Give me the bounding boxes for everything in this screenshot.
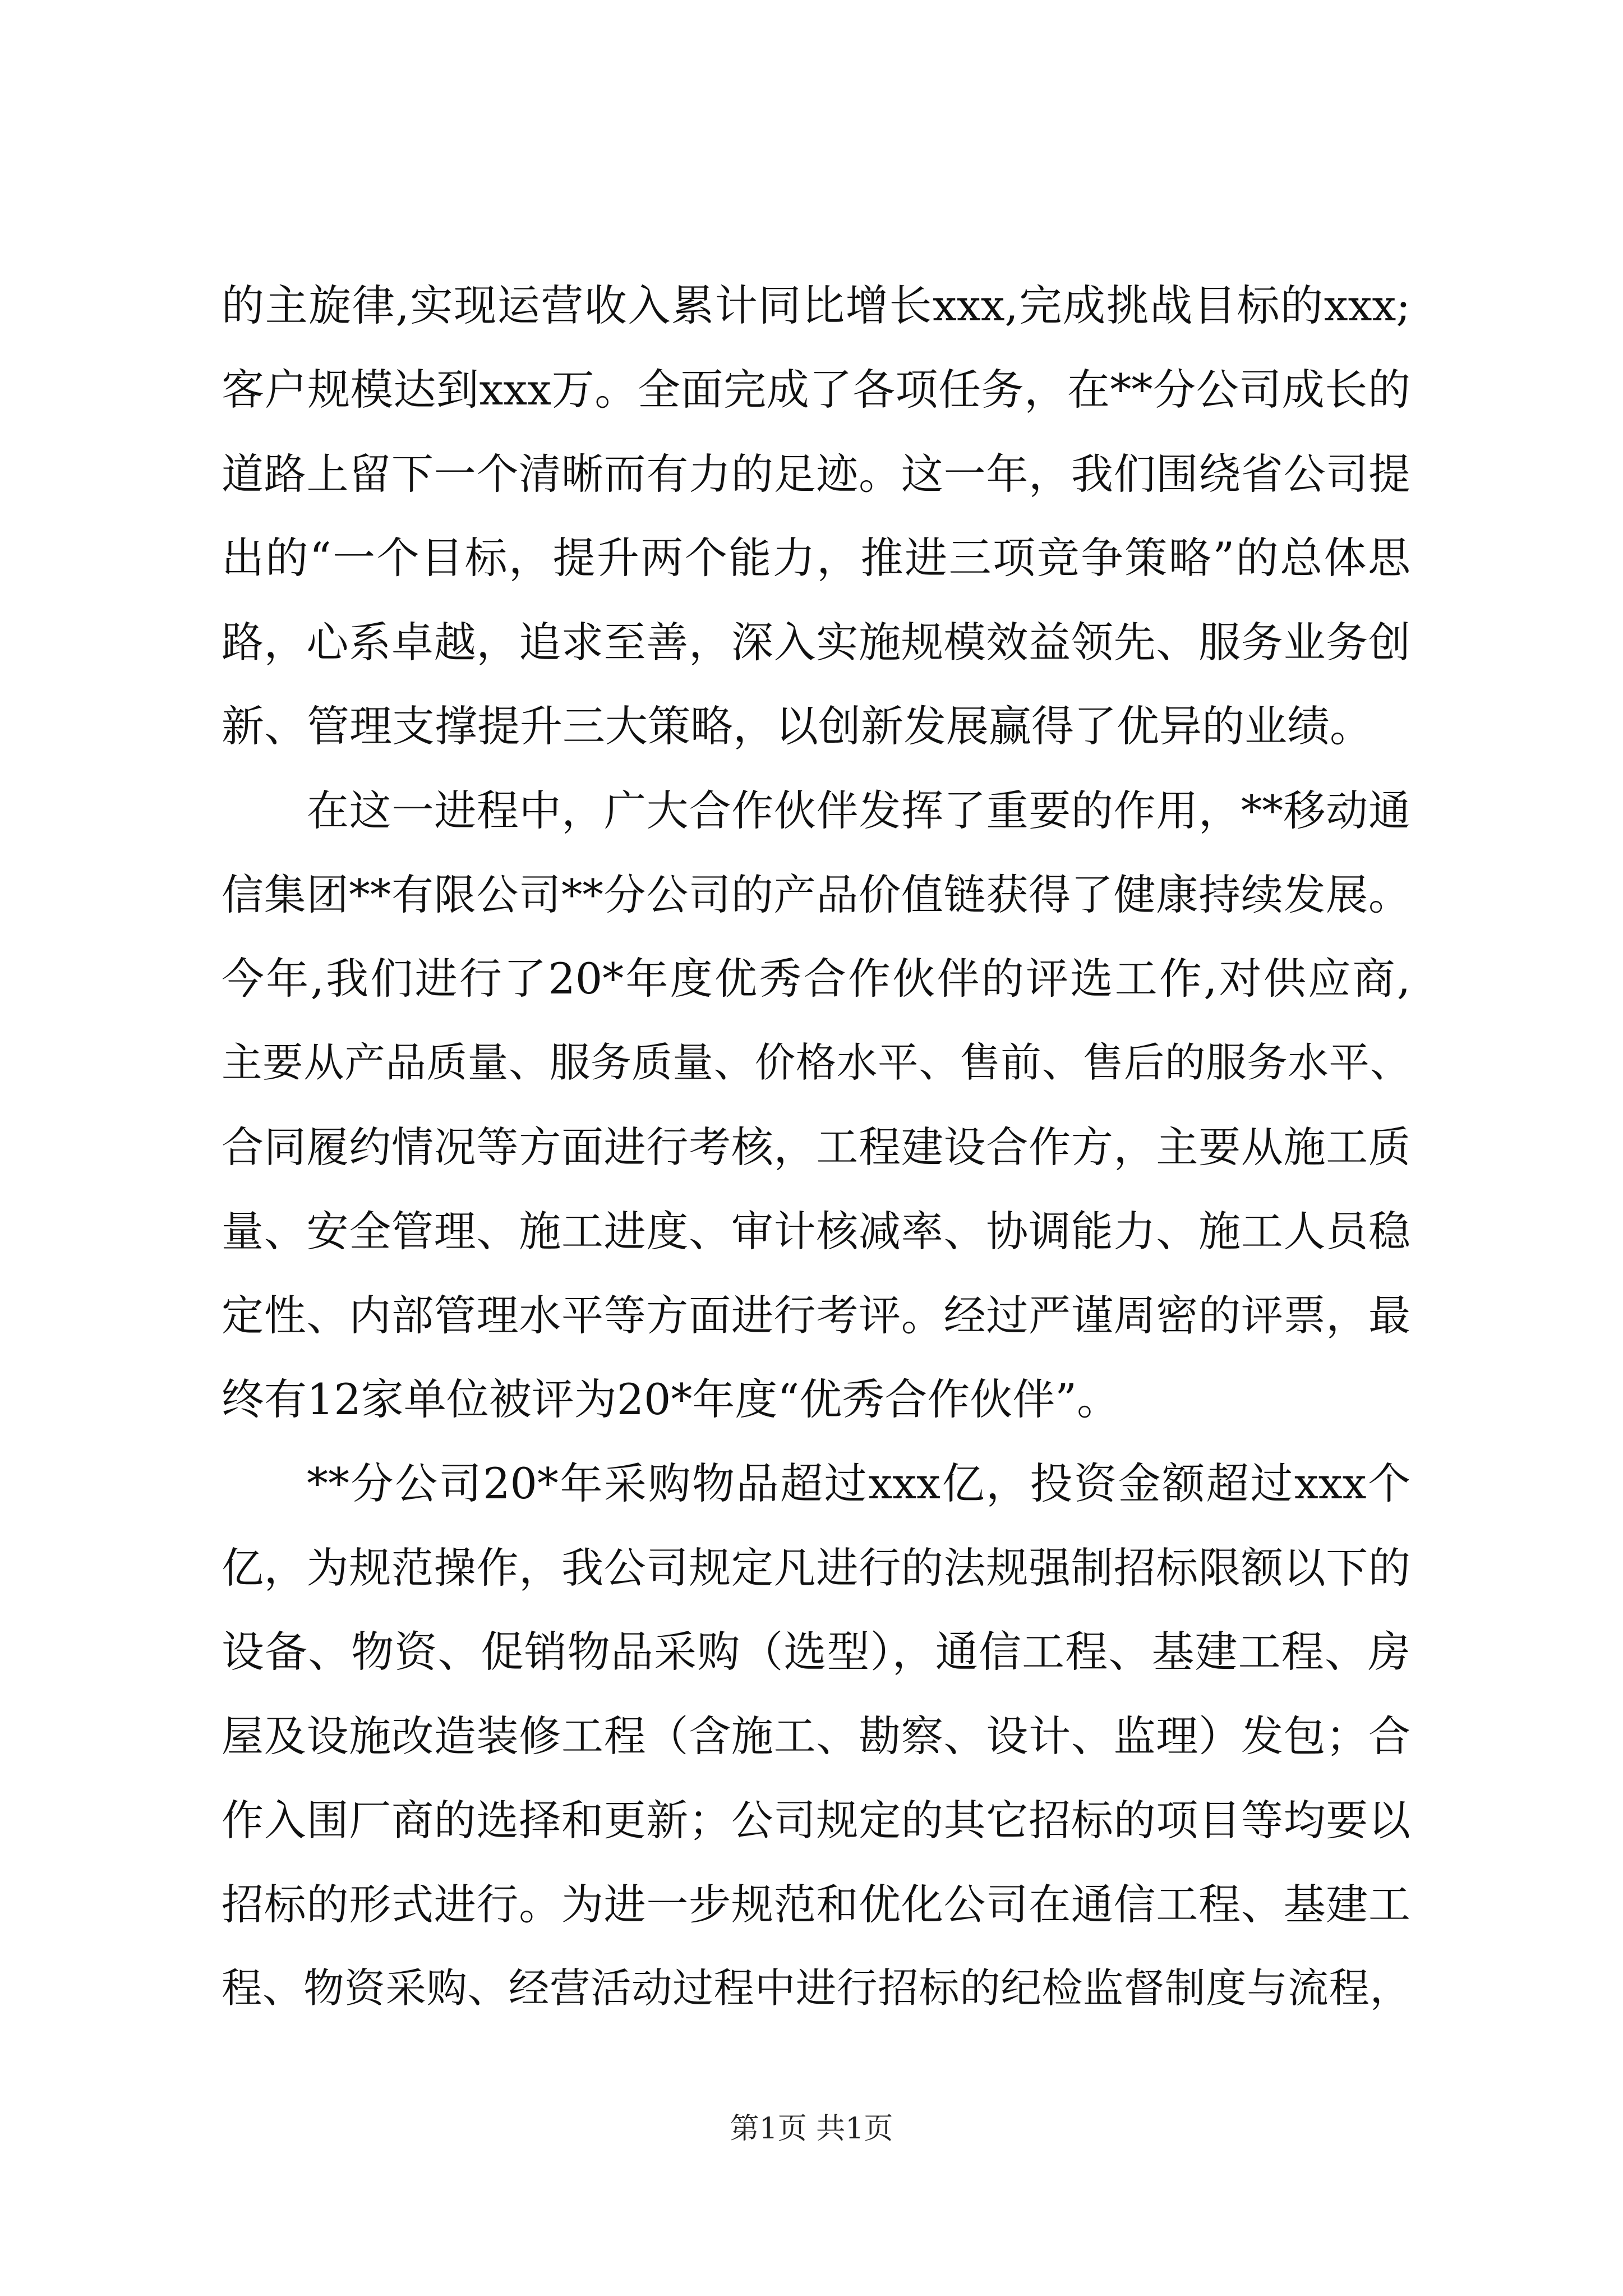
paragraph-3-line-1: **分公司20*年采购物品超过xxx亿，投资金额超过xxx个 — [307, 1458, 1410, 1508]
paragraph-2-line-3: 今年,我们进行了20*年度优秀合作伙伴的评选工作,对供应商, — [222, 954, 1410, 1004]
paragraph-2-line-4: 主要从产品质量、服务质量、价格水平、售前、售后的服务水平、 — [222, 1039, 1410, 1087]
paragraph-1-line-1: 的主旋律,实现运营收入累计同比增长xxx,完成挑战目标的xxx; — [222, 280, 1410, 330]
paragraph-2-line-7: 定性、内部管理水平等方面进行考评。经过严谨周密的评票，最 — [222, 1291, 1410, 1340]
paragraph-2-line-8: 终有12家单位被评为20*年度“优秀合作伙伴”。 — [222, 1374, 1120, 1424]
page-number-footer: 第1页 共1页 — [730, 2112, 893, 2146]
paragraph-3-line-6: 招标的形式进行。为进一步规范和优化公司在通信工程、基建工 — [222, 1880, 1410, 1929]
paragraph-1-line-3: 道路上留下一个清晰而有力的足迹。这一年，我们围绕省公司提 — [222, 449, 1410, 499]
paragraph-1-line-2: 客户规模达到xxx万。全面完成了各项任务，在**分公司成长的 — [222, 365, 1410, 415]
paragraph-2-line-6: 量、安全管理、施工进度、审计核减率、协调能力、施工人员稳 — [222, 1207, 1410, 1256]
paragraph-2-line-5: 合同履约情况等方面进行考核，工程建设合作方，主要从施工质 — [222, 1122, 1410, 1172]
paragraph-3-line-5: 作入围厂商的选择和更新；公司规定的其它招标的项目等均要以 — [222, 1796, 1410, 1845]
paragraph-3-line-2: 亿，为规范操作，我公司规定凡进行的法规强制招标限额以下的 — [222, 1543, 1410, 1593]
paragraph-1-line-4: 出的“一个目标，提升两个能力，推进三项竞争策略”的总体思 — [222, 533, 1410, 583]
paragraph-3-line-7: 程、物资采购、经营活动过程中进行招标的纪检监督制度与流程， — [222, 1965, 1410, 2012]
paragraph-2-line-2: 信集团**有限公司**分公司的产品价值链获得了健康持续发展。 — [222, 870, 1410, 919]
paragraph-2-line-1: 在这一进程中，广大合作伙伴发挥了重要的作用，**移动通 — [307, 786, 1410, 835]
paragraph-3-line-4: 屋及设施改造装修工程（含施工、勘察、设计、监理）发包；合 — [222, 1711, 1410, 1761]
paragraph-1-line-6: 新、管理支撑提升三大策略，以创新发展赢得了优异的业绩。 — [222, 701, 1372, 751]
paragraph-3-line-3: 设备、物资、促销物品采购（选型），通信工程、基建工程、房 — [222, 1627, 1410, 1677]
paragraph-1-line-5: 路，心系卓越，追求至善，深入实施规模效益领先、服务业务创 — [222, 618, 1410, 667]
